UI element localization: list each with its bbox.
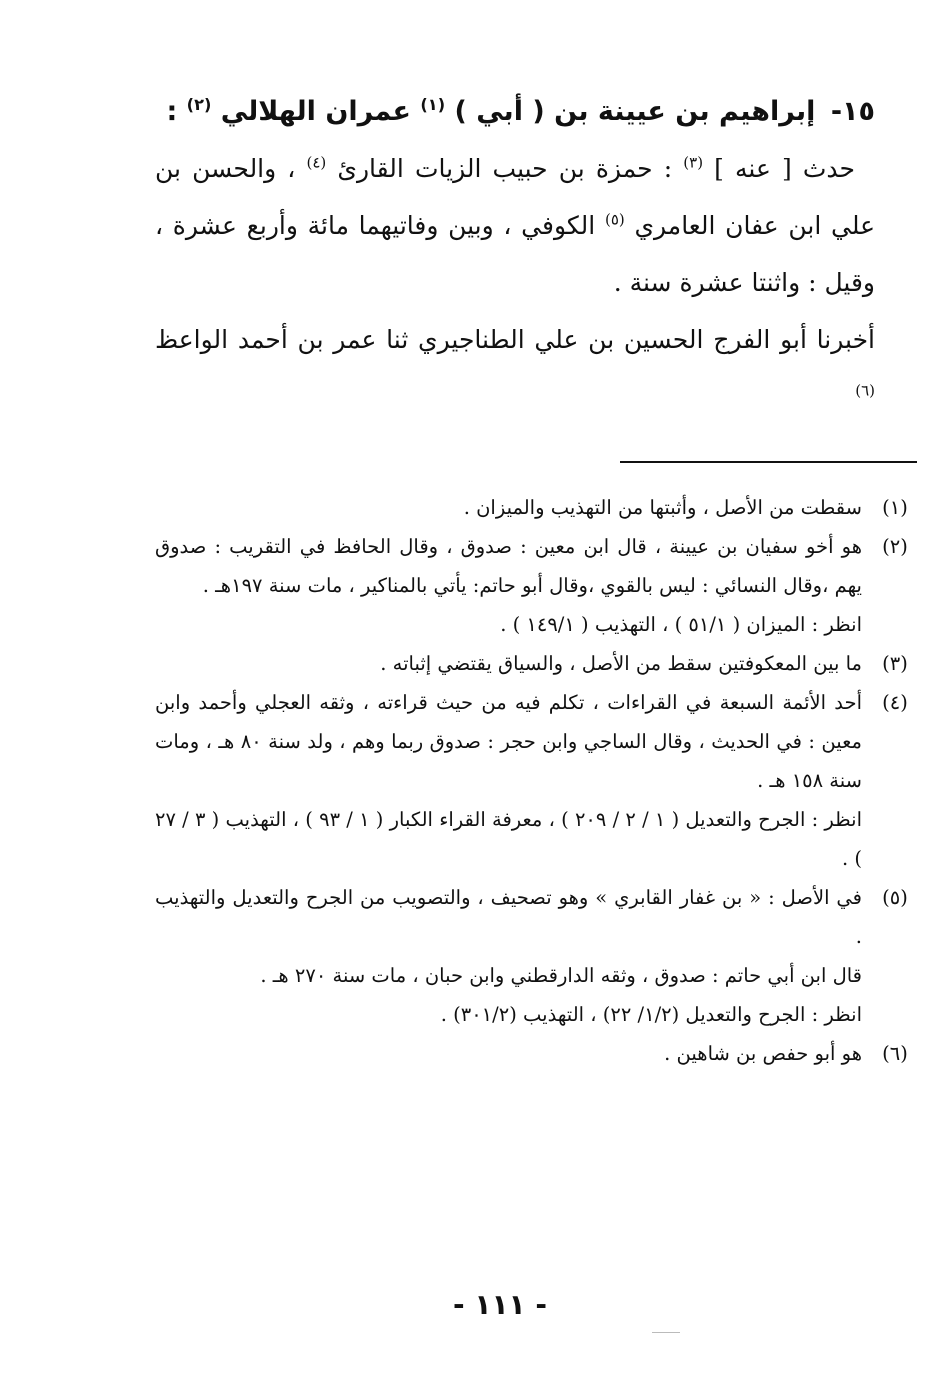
body-p2-text-a: أخبرنا أبو الفرج الحسين بن علي الطناجيري ثنا عمر بن أحمد الواعظ	[155, 325, 875, 354]
heading-colon: :	[166, 96, 178, 127]
page-number: - ١١١ -	[452, 1288, 548, 1321]
body-p1-text-d: الكوفي ، وبين وفاتيهما مائة وأربع عشرة ، وقيل : واثنتا عشرة سنة .	[155, 211, 875, 297]
footnote-text: هو أبو حفص بن شاهين .	[664, 1042, 862, 1065]
footnote-ref-2: (٢)	[186, 95, 212, 114]
body-paragraph-1	[155, 140, 875, 311]
footnote-ref-5: (٥)	[604, 210, 625, 229]
body-p1-text-c: ، والحسن بن علي ابن عفان العامري	[155, 154, 876, 240]
footnote-2	[155, 527, 920, 644]
footnote-number: (٥)	[882, 886, 908, 909]
footnote-ref-1: (١)	[420, 95, 446, 114]
footnote-ref-3: (٣)	[683, 153, 704, 172]
footnote-text: هو أخو سفيان بن عيينة ، قال ابن معين : صدوق ، وقال الحافظ في التقريب : صدوق يهم ،وقال النسائي : ليس بالقوي ،وقال أبو حاتم: يأتي بالمناكير ، مات سنة ١٩٧هـ .	[155, 535, 862, 597]
entry-number: ١٥-	[830, 96, 875, 127]
entry-name-part2: عمران الهلالي	[220, 96, 411, 127]
entry-heading	[115, 92, 875, 132]
footnote-number: (٤)	[882, 691, 908, 714]
body-paragraph-2	[155, 311, 875, 425]
footnote-quote-line: قال ابن أبي حاتم : صدوق ، وثقه الدارقطني وابن حبان ، مات سنة ٢٧٠ هـ .	[260, 964, 862, 987]
footnote-separator	[620, 461, 917, 463]
body-text	[155, 140, 875, 425]
entry-name-part1: إبراهيم بن عيينة بن ( أبي )	[454, 96, 816, 127]
footnote-number: (٢)	[882, 535, 908, 558]
body-p1-text-a: حدث [ عنه ]	[714, 154, 855, 183]
footnote-6	[155, 1034, 920, 1073]
footnotes	[155, 488, 920, 1073]
footnote-text: سقطت من الأصل ، وأثبتها من التهذيب والميزان .	[463, 496, 862, 519]
footnote-5	[155, 878, 920, 1034]
footnote-text: أحد الأئمة السبعة في القراءات ، تكلم فيه من حيث قراءته ، وثقه العجلي وأحمد وابن معين : في الحديث ، وقال الساجي وابن حجر : صدوق ربما وهم ، ولد سنة ٨٠ هـ ، ومات سنة ١٥٨ هـ .	[155, 691, 863, 792]
footnote-4	[155, 683, 920, 878]
footnote-ref-6: (٦)	[855, 381, 875, 400]
footnote-text: في الأصل : « بن غفار القابري » وهو تصحيف ، والتصويب من الجرح والتعديل والتهذيب .	[155, 886, 862, 948]
footnote-text: ما بين المعكوفتين سقط من الأصل ، والسياق يقتضي إثباته .	[380, 652, 862, 675]
scan-speck	[652, 1332, 680, 1333]
footnote-ref-4: (٤)	[306, 153, 327, 172]
body-p1-text-b: : حمزة بن حبيب الزيات القارئ	[337, 154, 673, 183]
footnote-number: (٦)	[882, 1042, 908, 1065]
footnote-number: (٣)	[882, 652, 908, 675]
footnote-3	[155, 644, 920, 683]
footnote-1	[155, 488, 920, 527]
footnote-reference-line: انظر : الجرح والتعديل (١/٢/ ٢٢) ، التهذيب (٣٠١/٢) .	[440, 1003, 862, 1026]
footnote-reference-line: انظر : الميزان ( ٥١/١ ) ، التهذيب ( ١٤٩/١ ) .	[500, 613, 862, 636]
footnote-number: (١)	[882, 496, 908, 519]
footnote-reference-line: انظر : الجرح والتعديل ( ١ / ٢ / ٢٠٩ ) ، معرفة القراء الكبار ( ١ / ٩٣ ) ، التهذيب ( ٣ / ٢٧ ) .	[155, 808, 863, 870]
